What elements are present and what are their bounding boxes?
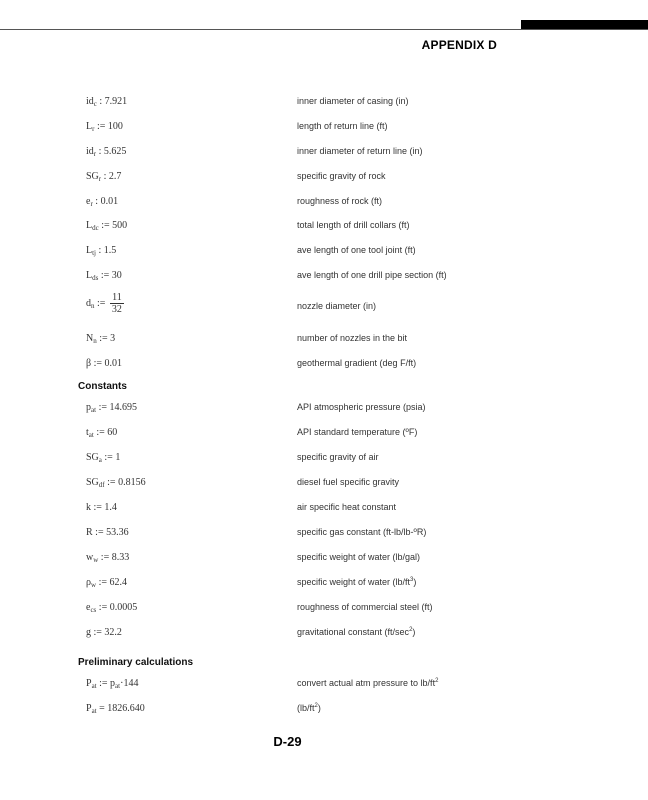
equation (86, 121, 123, 133)
description-text: inner diameter of casing (in) (297, 96, 409, 106)
description-text: roughness of rock (ft) (297, 196, 383, 206)
equation-operator: := (101, 452, 116, 463)
description-text: specific gas constant (ft-lb/lb-ºR) (297, 527, 427, 537)
description (297, 245, 416, 255)
constants-row (0, 477, 648, 493)
description (297, 703, 321, 713)
equation-operator: := (92, 527, 107, 538)
equation-value: 8.33 (111, 552, 130, 563)
equation-symbol: SG (86, 477, 99, 488)
equation-symbol: L (86, 121, 93, 132)
equation-symbol: p (86, 402, 91, 413)
equation-value: 1826.640 (107, 703, 145, 714)
equation-value-subscript: at (115, 682, 121, 690)
equation-subscript: at (91, 707, 97, 715)
description (297, 333, 407, 343)
equation-symbol: id (86, 146, 94, 157)
description (297, 602, 433, 612)
equation-operator: := (98, 552, 112, 563)
fraction-numerator: 11 (110, 292, 124, 304)
equation-subscript: at (88, 431, 94, 439)
equation-operator: := (93, 427, 108, 438)
equation-subscript: at (91, 406, 97, 414)
equation-value: 0.01 (100, 196, 119, 207)
equation-value: 14.695 (109, 402, 137, 413)
description-text: API standard temperature (ºF) (297, 427, 418, 437)
equation-operator: : (96, 96, 105, 107)
description (297, 452, 379, 462)
equation-subscript: r (93, 150, 97, 158)
description (297, 577, 416, 587)
equation-value: 3 (110, 333, 116, 344)
equation-subscript: n (91, 301, 95, 310)
description-text: API atmospheric pressure (psia) (297, 402, 426, 412)
equation-value: 2.7 (108, 171, 122, 182)
equation-subscript: w (93, 556, 99, 564)
equation-symbol: β (86, 358, 92, 369)
fraction (110, 292, 124, 315)
equation (86, 602, 137, 614)
equation-value: 500 (112, 220, 128, 231)
equation-operator: := (94, 121, 108, 132)
description-superscript: 3 (410, 577, 414, 583)
equation (86, 220, 127, 232)
equation-subscript: r (92, 125, 95, 133)
constants-row (0, 427, 648, 443)
params-row (0, 96, 648, 112)
description (297, 301, 376, 311)
equation-symbol: ρ (86, 577, 91, 588)
params-row (0, 358, 648, 374)
equation-subscript: tj (92, 249, 96, 257)
constants-row (0, 527, 648, 543)
equation (86, 577, 127, 589)
equation-operator: := (98, 220, 113, 231)
description (297, 96, 409, 106)
equation-symbol: g (86, 627, 91, 638)
equation-operator: := (91, 627, 105, 638)
params-row (0, 270, 648, 286)
description-text: gravitational constant (ft/sec (297, 627, 410, 637)
equation-subscript: at (91, 682, 97, 690)
equation (86, 333, 115, 345)
equation (86, 477, 146, 489)
description-text: (lb/ft (297, 703, 315, 713)
equation-subscript: c (93, 100, 97, 108)
equation (86, 245, 116, 257)
description-text: diesel fuel specific gravity (297, 477, 400, 487)
equation-value: 1 (115, 452, 121, 463)
equation (86, 527, 129, 538)
fraction-denominator: 32 (111, 304, 122, 315)
constants-heading: Constants (78, 381, 127, 392)
params-row (0, 292, 648, 317)
equation-value: p (110, 678, 116, 689)
description (297, 270, 447, 280)
equation-symbol: w (86, 552, 94, 563)
equation-subscript: dc (92, 224, 99, 232)
equation (86, 427, 117, 439)
equation-operator: : (96, 245, 104, 256)
description-text: ave length of one drill pipe section (ft) (297, 270, 447, 280)
equation-value-tail: ·144 (120, 678, 139, 689)
constants-row (0, 552, 648, 568)
equation-symbol: P (86, 678, 92, 689)
equation-value: 0.8156 (118, 477, 146, 488)
params-row (0, 220, 648, 236)
equation (86, 171, 121, 183)
equation (86, 502, 117, 513)
params-row (0, 333, 648, 349)
equation-subscript: w (91, 581, 97, 589)
description-text: inner diameter of return line (in) (297, 146, 423, 156)
equation-subscript: r (90, 200, 93, 208)
params-row (0, 171, 648, 187)
equation-value: 0.01 (104, 358, 123, 369)
equation-value: 53.36 (106, 527, 129, 538)
description (297, 220, 410, 230)
constants-row (0, 627, 648, 643)
description (297, 427, 417, 437)
equation-operator: := (98, 270, 112, 281)
equation (86, 96, 127, 108)
description-text: length of return line (ft) (297, 121, 388, 131)
constants-row (0, 502, 648, 518)
prelim-heading: Preliminary calculations (78, 657, 194, 668)
equation (86, 292, 124, 315)
equation-symbol: k (86, 502, 91, 513)
equation (86, 358, 122, 369)
header-rule (0, 29, 648, 30)
equation-operator: : (92, 196, 101, 207)
equation (86, 627, 122, 638)
equation-operator: := (96, 333, 111, 344)
params-row (0, 245, 648, 261)
description (297, 502, 396, 512)
description (297, 196, 382, 206)
equation (86, 678, 138, 690)
equation-operator: := (96, 602, 110, 613)
description (297, 121, 388, 131)
equation-symbol: L (86, 220, 93, 231)
description (297, 477, 399, 487)
equation-subscript: n (93, 337, 97, 345)
constants-row (0, 602, 648, 618)
equation-symbol: R (86, 527, 93, 538)
equation-subscript: df (98, 481, 105, 489)
description-text: specific gravity of air (297, 452, 379, 462)
equation-symbol: SG (86, 171, 99, 182)
equation-symbol: t (86, 427, 89, 438)
equation-value: 60 (107, 427, 118, 438)
description-tail: ) (317, 703, 321, 713)
prelim-row (0, 703, 648, 719)
params-row (0, 196, 648, 212)
equation-subscript: cs (90, 606, 97, 614)
description-text: nozzle diameter (in) (297, 301, 377, 311)
description-text: ave length of one tool joint (ft) (297, 245, 416, 255)
equation-symbol: P (86, 703, 92, 714)
equation-operator: := (91, 358, 105, 369)
params-row (0, 121, 648, 137)
equation-value: 1.4 (104, 502, 117, 513)
description-tail: ) (413, 577, 417, 587)
equation-subscript: a (98, 456, 102, 464)
description (297, 627, 415, 637)
equation-symbol: e (86, 196, 91, 207)
equation-operator: : (101, 171, 109, 182)
equation-operator: := (96, 678, 111, 689)
constants-row (0, 402, 648, 418)
equation-symbol: L (86, 245, 93, 256)
description (297, 146, 423, 156)
equation-value: 30 (111, 270, 122, 281)
equation-operator: := (94, 297, 108, 309)
equation (86, 270, 122, 282)
equation (86, 703, 145, 715)
equation-symbol: id (86, 96, 94, 107)
equation-symbol: SG (86, 452, 99, 463)
description-text: number of nozzles in the bit (297, 333, 408, 343)
description (297, 358, 416, 368)
description (297, 402, 426, 412)
description-superscript: 2 (409, 627, 413, 633)
description (297, 678, 438, 688)
equation-operator: := (96, 577, 110, 588)
equation-value: 7.921 (104, 96, 128, 107)
description (297, 171, 386, 181)
equation-subscript: r (98, 175, 102, 183)
equation (86, 552, 129, 564)
description-superscript: 2 (314, 703, 318, 709)
page-number: D-29 (273, 734, 302, 749)
equation-operator: := (96, 402, 110, 413)
equation (86, 146, 126, 158)
params-row (0, 146, 648, 162)
equation-value: 100 (107, 121, 123, 132)
description-text: specific weight of water (lb/ft (297, 577, 411, 587)
description-superscript: 2 (435, 678, 439, 684)
equation-value: 1.5 (103, 245, 117, 256)
description-text: specific weight of water (lb/gal) (297, 552, 421, 562)
equation-operator: := (91, 502, 105, 513)
description-text: air specific heat constant (297, 502, 397, 512)
description-text: roughness of commercial steel (ft) (297, 602, 433, 612)
equation (86, 196, 118, 208)
equation-subscript: ds (92, 274, 99, 282)
description-text: specific gravity of rock (297, 171, 386, 181)
description (297, 527, 426, 537)
equation-value: 5.625 (103, 146, 127, 157)
equation-symbol: e (86, 602, 91, 613)
equation-operator: = (96, 703, 108, 714)
description-tail: ) (412, 627, 416, 637)
description (297, 552, 420, 562)
constants-row (0, 452, 648, 468)
equation-symbol: L (86, 270, 93, 281)
equation (86, 452, 120, 464)
equation-value: 62.4 (109, 577, 127, 588)
equation-symbol: N (86, 333, 94, 344)
equation-operator: : (96, 146, 104, 157)
equation (86, 402, 137, 414)
equation-value: 0.0005 (109, 602, 138, 613)
equation-symbol: d (86, 297, 91, 309)
equation-value: 32.2 (104, 627, 122, 638)
constants-row (0, 577, 648, 593)
prelim-row (0, 678, 648, 694)
appendix-title: APPENDIX D (421, 38, 497, 52)
description-text: geothermal gradient (deg F/ft) (297, 358, 417, 368)
description-text: convert actual atm pressure to lb/ft (297, 678, 436, 688)
description-text: total length of drill collars (ft) (297, 220, 410, 230)
equation-operator: := (104, 477, 119, 488)
